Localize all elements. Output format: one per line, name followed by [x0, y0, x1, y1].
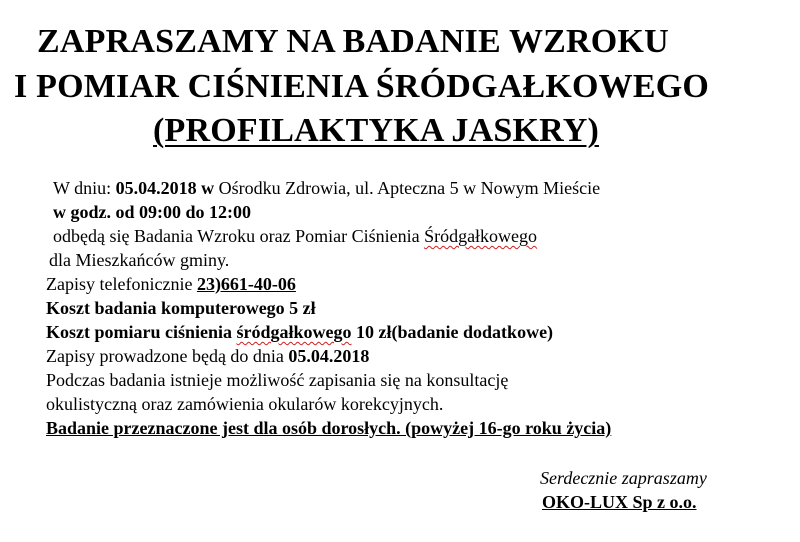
- consultation-line: Podczas badania istnieje możliwość zapisania się na konsultację: [46, 370, 509, 390]
- date-location-line: [53, 177, 600, 199]
- audience-line: Badanie przeznaczone jest dla osób dorosłych. (powyżej 16-go roku życia): [46, 418, 612, 438]
- deadline-prefix: Zapisy prowadzone będą do dnia: [46, 346, 289, 366]
- pressure-cost-line: [46, 321, 553, 343]
- title-line-3: (PROFILAKTYKA JASKRY): [153, 112, 599, 149]
- event-date: 05.04.2018 w: [115, 178, 215, 198]
- phone-number: 23)661-40-06: [196, 274, 296, 294]
- title-line-1: ZAPRASZAMY NA BADANIE WZROKU: [37, 23, 669, 60]
- pressure-cost-prefix: Koszt pomiaru ciśnienia: [46, 322, 237, 342]
- event-location: Ośrodku Zdrowia, ul. Apteczna 5 w Nowym Mieście: [214, 178, 601, 198]
- services-text: odbędą się Badania Wzroku oraz Pomiar Ciśnienia: [53, 226, 425, 246]
- date-prefix: W dniu:: [53, 178, 116, 198]
- phone-prefix: Zapisy telefonicznie: [46, 274, 197, 294]
- glasses-line: okulistyczną oraz zamówienia okularów korekcyjnych.: [46, 394, 444, 414]
- services-word: Śródgałkowego: [424, 226, 538, 246]
- services-line: [53, 225, 537, 247]
- pressure-cost-rest: 10 zł(badanie dodatkowe): [351, 322, 554, 342]
- deadline-date: 05.04.2018: [288, 346, 370, 366]
- greeting: Serdecznie zapraszamy: [540, 468, 707, 488]
- title-line-2: I POMIAR CIŚNIENIA ŚRÓDGAŁKOWEGO: [14, 68, 709, 105]
- pressure-cost-word: śródgałkowego: [236, 322, 352, 342]
- registration-deadline-line: [46, 345, 369, 367]
- hours-line: w godz. od 09:00 do 12:00: [53, 202, 252, 222]
- phone-line: [46, 273, 296, 295]
- exam-cost-line: Koszt badania komputerowego 5 zł: [46, 298, 316, 318]
- company-name: OKO-LUX Sp z o.o.: [542, 492, 697, 512]
- residents-line: dla Mieszkańców gminy.: [49, 250, 230, 270]
